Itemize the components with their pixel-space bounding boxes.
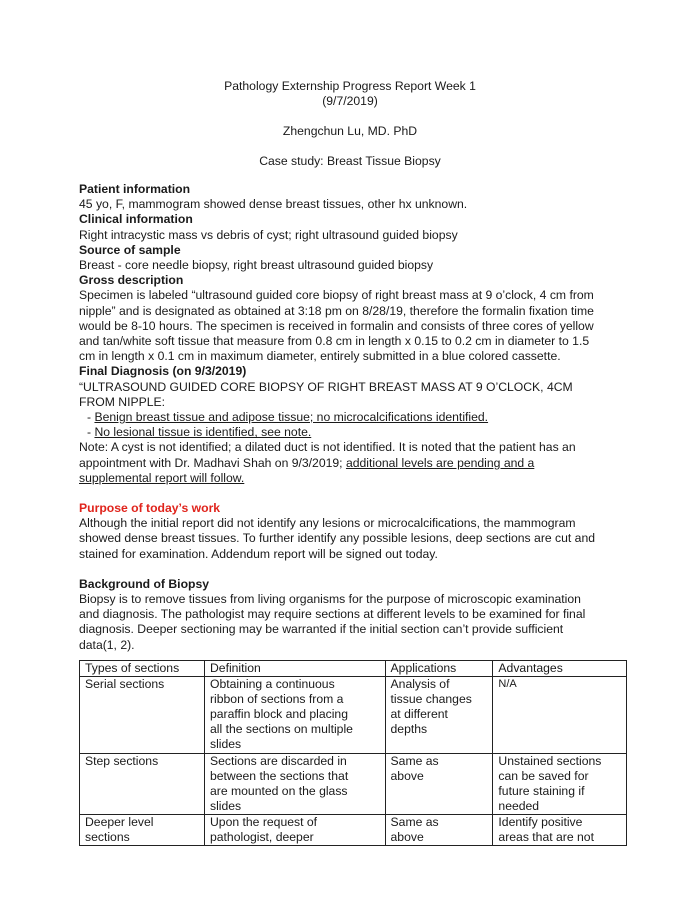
cell-line: Upon the request of	[209, 814, 318, 829]
purpose-line: Although the initial report did not identify any lesions or microcalcifications, the mammogram	[79, 516, 576, 531]
table-cell-type	[80, 753, 205, 814]
table-header-cell: Types of sections	[80, 661, 205, 677]
table-cell-definition	[204, 814, 385, 845]
cell-line: are mounted on the glass	[209, 783, 348, 798]
table-cell-advantages	[493, 677, 627, 753]
cell-line: Obtaining a continuous	[209, 677, 335, 692]
patient-info-text: 45 yo, F, mammogram showed dense breast tissues, other hx unknown.	[79, 197, 468, 212]
cell-line: above	[390, 830, 424, 845]
source-heading: Source of sample	[79, 242, 181, 257]
gross-heading: Gross description	[79, 273, 184, 288]
table-cell-type	[80, 814, 205, 845]
diagnosis-note-line	[79, 456, 639, 471]
table-row	[80, 814, 627, 845]
gross-line: Specimen is labeled “ultrasound guided core biopsy of right breast mass at 9 o’clock, 4 cm from	[79, 288, 594, 303]
cell-line: Unstained sections	[498, 753, 602, 768]
cell-line: Same as	[390, 814, 439, 829]
table-header-row	[80, 661, 627, 677]
gross-line: cm in length x 0.1 cm in maximum diameter, entirely submitted in a blue colored cassette.	[79, 349, 561, 364]
table-cell-applications	[385, 814, 493, 845]
cell-line: paraffin block and placing	[209, 707, 348, 722]
background-line: diagnosis. Deeper sectioning may be warranted if the initial section can’t provide sufficient	[79, 622, 564, 637]
report-author: Zhengchun Lu, MD. PhD	[282, 124, 418, 138]
cell-line: Deeper level	[85, 814, 154, 829]
cell-line: slides	[209, 737, 242, 752]
diagnosis-note-line: Note: A cyst is not identified; a dilated duct is not identified. It is noted that the patient has an	[79, 440, 576, 455]
table-cell-definition	[204, 753, 385, 814]
background-heading: Background of Biopsy	[79, 576, 210, 591]
cell-line: Analysis of	[390, 677, 450, 692]
diagnosis-bullet-text: No lesional tissue is identified, see note.	[94, 425, 312, 440]
cell-line: all the sections on multiple	[209, 722, 353, 737]
diagnosis-bullet: - Benign breast tissue and adipose tissue; no microcalcifications identified.	[87, 410, 489, 425]
cell-line: Serial sections	[85, 677, 165, 692]
purpose-line: stained for examination. Addendum report will be signed out today.	[79, 546, 438, 561]
clinical-info-text: Right intracystic mass vs debris of cyst; right ultrasound guided biopsy	[79, 227, 458, 242]
report-body	[79, 182, 639, 653]
table-row	[80, 677, 627, 753]
cell-line: areas that are not	[498, 830, 594, 845]
table-cell-applications	[385, 753, 493, 814]
purpose-heading: Purpose of today’s work	[79, 501, 221, 516]
background-line: and diagnosis. The pathologist may require sections at different levels to be examined for final	[79, 607, 586, 622]
final-diagnosis-line: FROM NIPPLE:	[79, 394, 166, 409]
section-types-table	[79, 660, 627, 846]
note-plain-text: appointment with Dr. Madhavi Shah on 9/3/2019;	[79, 455, 346, 470]
cell-line: above	[390, 768, 424, 783]
cell-line: pathologist, deeper	[209, 830, 314, 845]
gross-line: nipple” and is designated as obtained at 3:18 pm on 8/28/19, therefore the formalin fixation time	[79, 303, 594, 318]
cell-line: tissue changes	[390, 692, 472, 707]
table-cell-type	[80, 677, 205, 753]
diagnosis-bullet: - No lesional tissue is identified, see note.	[87, 425, 312, 440]
cell-line: N/A	[498, 678, 517, 691]
diagnosis-bullet-text: Benign breast tissue and adipose tissue; no microcalcifications identified.	[94, 410, 489, 425]
cell-line: between the sections that	[209, 768, 349, 783]
note-underlined-text: additional levels are pending and a	[345, 455, 535, 470]
clinical-info-heading: Clinical information	[79, 212, 193, 227]
patient-info-heading: Patient information	[79, 182, 191, 196]
table-header-cell: Applications	[385, 661, 493, 677]
gross-line: would be 8-10 hours. The specimen is received in formalin and consists of three cores of yellow	[79, 318, 594, 333]
cell-line: sections	[85, 830, 130, 845]
table-cell-definition	[204, 677, 385, 753]
cell-line: slides	[209, 798, 242, 813]
cell-line: depths	[390, 722, 428, 737]
report-date: (9/7/2019)	[322, 94, 378, 108]
gross-line: and tan/white soft tissue that measure from 0.8 cm in length x 0.15 to 0.2 cm in diameter to 1.5	[79, 334, 590, 349]
purpose-line: showed dense breast tissues. To further identify any possible lesions, deep sections are cut and	[79, 531, 596, 546]
table-cell-advantages	[493, 814, 627, 845]
diagnosis-note-line: supplemental report will follow.	[79, 470, 245, 485]
report-title: Pathology Externship Progress Report Week 1	[224, 79, 476, 93]
cell-line: needed	[498, 798, 540, 813]
cell-line: Step sections	[85, 753, 159, 768]
cell-line: future staining if	[498, 783, 585, 798]
background-line: data(1, 2).	[79, 637, 135, 652]
cell-line: Sections are discarded in	[209, 753, 347, 768]
case-study-title: Case study: Breast Tissue Biopsy	[259, 154, 441, 168]
cell-line: can be saved for	[498, 768, 589, 783]
cell-line: Identify positive	[498, 814, 583, 829]
cell-line: ribbon of sections from a	[209, 692, 344, 707]
final-diagnosis-line: “ULTRASOUND GUIDED CORE BIOPSY OF RIGHT BREAST MASS AT 9 O’CLOCK, 4CM	[79, 379, 573, 394]
table-row	[80, 753, 627, 814]
cell-line: Same as	[390, 753, 439, 768]
table-cell-applications	[385, 677, 493, 753]
final-diagnosis-heading: Final Diagnosis (on 9/3/2019)	[79, 364, 247, 379]
background-line: Biopsy is to remove tissues from living organisms for the purpose of microscopic examination	[79, 592, 581, 607]
table-header-cell: Definition	[204, 661, 385, 677]
table-header-cell: Advantages	[493, 661, 627, 677]
cell-line: at different	[390, 707, 448, 722]
source-text: Breast - core needle biopsy, right breast ultrasound guided biopsy	[79, 258, 434, 273]
table-cell-advantages	[493, 753, 627, 814]
